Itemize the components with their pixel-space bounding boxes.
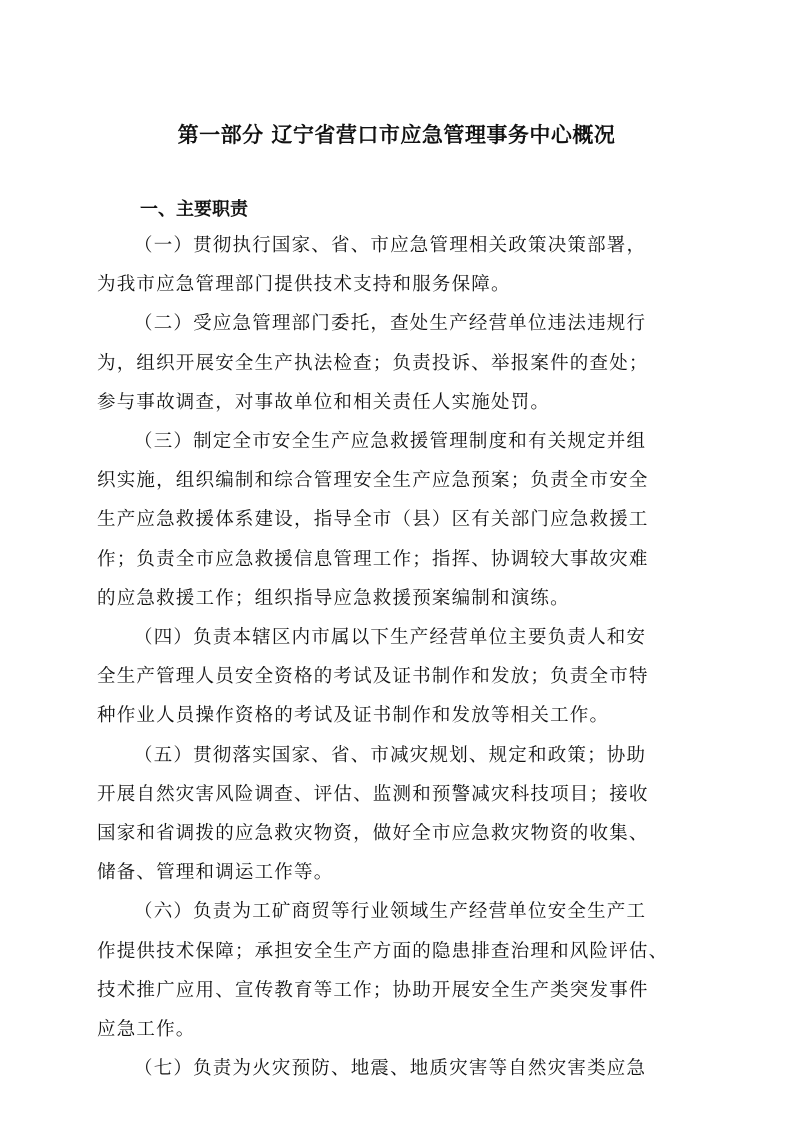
text-line: 参与事故调查，对事故单位和相关责任人实施处罚。	[97, 391, 551, 413]
text-line: （五）贯彻落实国家、省、市减灾规划、规定和政策；协助	[134, 744, 647, 766]
paragraph-5	[97, 736, 697, 893]
text-line: 为，组织开展安全生产执法检查；负责投诉、举报案件的查处；	[97, 352, 649, 374]
text-line: 织实施，组织编制和综合管理安全生产应急预案；负责全市安全	[97, 470, 649, 492]
text-line: 应急工作。	[97, 1019, 196, 1041]
text-line: 生产应急救援体系建设，指导全市（县）区有关部门应急救援工	[97, 509, 649, 531]
document-title: 第一部分 辽宁省营口市应急管理事务中心概况	[177, 123, 616, 147]
paragraph-2	[97, 304, 697, 422]
text-line: 为我市应急管理部门提供技术支持和服务保障。	[97, 274, 511, 296]
section-heading: 一、主要职责	[140, 199, 248, 220]
paragraph-7	[97, 1049, 697, 1088]
paragraph-6	[97, 892, 697, 1049]
text-line: 作；负责全市应急救援信息管理工作；指挥、协调较大事故灾难	[97, 548, 649, 570]
paragraph-1	[97, 226, 697, 304]
text-line: （七）负责为火灾预防、地震、地质灾害等自然灾害类应急	[134, 1058, 647, 1080]
text-line: 种作业人员操作资格的考试及证书制作和发放等相关工作。	[97, 705, 610, 727]
paragraph-3	[97, 422, 697, 618]
text-line: （二）受应急管理部门委托，查处生产经营单位违法违规行	[134, 313, 647, 335]
text-line: （四）负责本辖区内市属以下生产经营单位主要负责人和安	[134, 627, 647, 649]
text-line: 开展自然灾害风险调查、评估、监测和预警减灾科技项目；接收	[97, 783, 649, 805]
text-line: 的应急救援工作；组织指导应急救援预案编制和演练。	[97, 587, 570, 609]
text-line: 储备、管理和调运工作等。	[97, 862, 334, 884]
text-line: （三）制定全市安全生产应急救援管理制度和有关规定并组	[134, 431, 647, 453]
text-line: 全生产管理人员安全资格的考试及证书制作和发放；负责全市特	[97, 666, 649, 688]
text-line: （一）贯彻执行国家、省、市应急管理相关政策决策部署，	[134, 235, 647, 256]
paragraph-4	[97, 618, 697, 736]
text-line: （六）负责为工矿商贸等行业领域生产经营单位安全生产工	[134, 901, 647, 923]
text-line: 作提供技术保障；承担安全生产方面的隐患排查治理和风险评估、	[97, 940, 669, 962]
text-line: 技术推广应用、宣传教育等工作；协助开展安全生产类突发事件	[97, 979, 649, 1001]
text-line: 国家和省调拨的应急救灾物资，做好全市应急救灾物资的收集、	[97, 823, 649, 845]
duties-body	[97, 226, 697, 1088]
